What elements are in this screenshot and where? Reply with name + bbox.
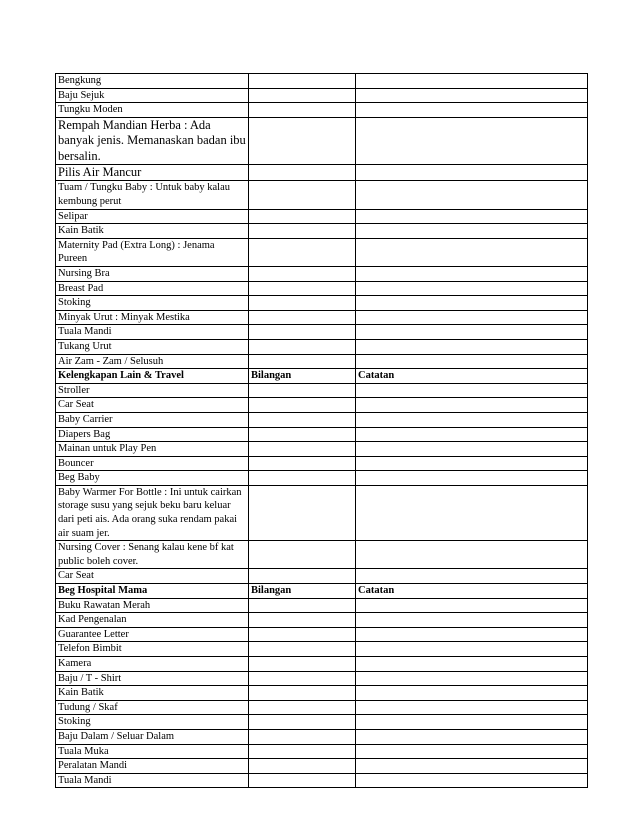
quantity-cell	[249, 310, 356, 325]
item-cell: Stoking	[56, 715, 249, 730]
item-cell: Kain Batik	[56, 686, 249, 701]
quantity-cell	[249, 209, 356, 224]
table-row	[56, 627, 588, 642]
quantity-cell	[249, 686, 356, 701]
notes-cell	[356, 471, 588, 486]
quantity-cell	[249, 657, 356, 672]
item-cell: Bouncer	[56, 456, 249, 471]
notes-cell	[356, 456, 588, 471]
item-cell: Car Seat	[56, 398, 249, 413]
item-cell: Stroller	[56, 383, 249, 398]
table-row	[56, 181, 588, 209]
quantity-cell	[249, 181, 356, 209]
item-cell: Stoking	[56, 296, 249, 311]
item-cell: Telefon Bimbit	[56, 642, 249, 657]
table-row	[56, 412, 588, 427]
item-cell: Breast Pad	[56, 281, 249, 296]
item-cell: Baju Sejuk	[56, 88, 249, 103]
quantity-cell	[249, 613, 356, 628]
quantity-cell	[249, 700, 356, 715]
notes-cell	[356, 773, 588, 788]
notes-cell	[356, 339, 588, 354]
quantity-cell	[249, 339, 356, 354]
item-cell: Tuam / Tungku Baby : Untuk baby kalau kembung perut	[56, 181, 249, 209]
quantity-cell	[249, 627, 356, 642]
table-row	[56, 238, 588, 266]
quantity-cell	[249, 569, 356, 584]
item-cell: Selipar	[56, 209, 249, 224]
notes-cell	[356, 103, 588, 118]
quantity-cell	[249, 541, 356, 569]
notes-cell	[356, 281, 588, 296]
table-row	[56, 773, 588, 788]
notes-cell	[356, 642, 588, 657]
quantity-cell	[249, 117, 356, 164]
quantity-cell	[249, 715, 356, 730]
quantity-cell	[249, 671, 356, 686]
table-row	[56, 383, 588, 398]
item-cell: Air Zam - Zam / Selusuh	[56, 354, 249, 369]
notes-cell	[356, 354, 588, 369]
table-row	[56, 715, 588, 730]
quantity-cell	[249, 88, 356, 103]
quantity-cell	[249, 412, 356, 427]
quantity-cell	[249, 642, 356, 657]
quantity-cell	[249, 744, 356, 759]
item-cell: Baby Warmer For Bottle : Ini untuk cairkan storage susu yang sejuk beku baru keluar dari peti ais. Ada orang suka rendam pakai air suam jer.	[56, 485, 249, 540]
quantity-cell	[249, 325, 356, 340]
table-row	[56, 686, 588, 701]
item-cell: Tukang Urut	[56, 339, 249, 354]
table-row	[56, 117, 588, 164]
quantity-cell	[249, 471, 356, 486]
table-row	[56, 296, 588, 311]
item-cell: Tudung / Skaf	[56, 700, 249, 715]
notes-cell	[356, 383, 588, 398]
checklist-table	[55, 73, 588, 788]
table-row	[56, 398, 588, 413]
quantity-cell	[249, 398, 356, 413]
notes-cell	[356, 485, 588, 540]
item-cell: Baby Carrier	[56, 412, 249, 427]
table-row	[56, 266, 588, 281]
item-cell: Baju / T - Shirt	[56, 671, 249, 686]
quantity-cell	[249, 238, 356, 266]
quantity-header: Bilangan	[249, 369, 356, 384]
item-cell: Kad Pengenalan	[56, 613, 249, 628]
notes-cell	[356, 325, 588, 340]
table-row	[56, 281, 588, 296]
table-row	[56, 209, 588, 224]
item-cell: Tuala Mandi	[56, 325, 249, 340]
quantity-cell	[249, 442, 356, 457]
section-title: Kelengkapan Lain & Travel	[56, 369, 249, 384]
quantity-cell	[249, 729, 356, 744]
table-row	[56, 729, 588, 744]
item-cell: Pilis Air Mancur	[56, 165, 249, 181]
notes-cell	[356, 442, 588, 457]
table-row	[56, 598, 588, 613]
item-cell: Beg Baby	[56, 471, 249, 486]
item-cell: Tuala Muka	[56, 744, 249, 759]
notes-cell	[356, 613, 588, 628]
notes-cell	[356, 729, 588, 744]
table-row	[56, 325, 588, 340]
quantity-cell	[249, 354, 356, 369]
table-row	[56, 354, 588, 369]
table-row	[56, 310, 588, 325]
table-row	[56, 642, 588, 657]
notes-cell	[356, 266, 588, 281]
notes-cell	[356, 700, 588, 715]
quantity-cell	[249, 281, 356, 296]
quantity-cell	[249, 427, 356, 442]
quantity-cell	[249, 74, 356, 89]
quantity-cell	[249, 383, 356, 398]
notes-cell	[356, 627, 588, 642]
table-row	[56, 541, 588, 569]
item-cell: Car Seat	[56, 569, 249, 584]
table-row	[56, 759, 588, 774]
item-cell: Guarantee Letter	[56, 627, 249, 642]
notes-cell	[356, 238, 588, 266]
quantity-cell	[249, 598, 356, 613]
notes-cell	[356, 686, 588, 701]
notes-cell	[356, 209, 588, 224]
notes-cell	[356, 671, 588, 686]
table-row	[56, 88, 588, 103]
quantity-header: Bilangan	[249, 584, 356, 599]
checklist-body	[56, 74, 588, 788]
notes-cell	[356, 759, 588, 774]
notes-cell	[356, 657, 588, 672]
quantity-cell	[249, 759, 356, 774]
section-title: Beg Hospital Mama	[56, 584, 249, 599]
table-row	[56, 485, 588, 540]
item-cell: Baju Dalam / Seluar Dalam	[56, 729, 249, 744]
item-cell: Tungku Moden	[56, 103, 249, 118]
notes-cell	[356, 744, 588, 759]
table-row	[56, 224, 588, 239]
notes-cell	[356, 181, 588, 209]
item-cell: Nursing Cover : Senang kalau kene bf kat public boleh cover.	[56, 541, 249, 569]
table-row	[56, 442, 588, 457]
notes-cell	[356, 598, 588, 613]
table-row	[56, 103, 588, 118]
table-row	[56, 657, 588, 672]
item-cell: Kamera	[56, 657, 249, 672]
table-row	[56, 569, 588, 584]
section-header-row	[56, 369, 588, 384]
notes-cell	[356, 74, 588, 89]
notes-cell	[356, 427, 588, 442]
quantity-cell	[249, 165, 356, 181]
item-cell: Minyak Urut : Minyak Mestika	[56, 310, 249, 325]
table-row	[56, 671, 588, 686]
notes-cell	[356, 398, 588, 413]
item-cell: Tuala Mandi	[56, 773, 249, 788]
notes-header: Catatan	[356, 584, 588, 599]
table-row	[56, 456, 588, 471]
quantity-cell	[249, 456, 356, 471]
quantity-cell	[249, 296, 356, 311]
section-header-row	[56, 584, 588, 599]
item-cell: Kain Batik	[56, 224, 249, 239]
table-row	[56, 744, 588, 759]
quantity-cell	[249, 485, 356, 540]
notes-cell	[356, 88, 588, 103]
item-cell: Mainan untuk Play Pen	[56, 442, 249, 457]
table-row	[56, 700, 588, 715]
item-cell: Bengkung	[56, 74, 249, 89]
quantity-cell	[249, 773, 356, 788]
quantity-cell	[249, 224, 356, 239]
quantity-cell	[249, 266, 356, 281]
notes-cell	[356, 296, 588, 311]
notes-cell	[356, 541, 588, 569]
item-cell: Buku Rawatan Merah	[56, 598, 249, 613]
notes-cell	[356, 165, 588, 181]
item-cell: Maternity Pad (Extra Long) : Jenama Pureen	[56, 238, 249, 266]
item-cell: Nursing Bra	[56, 266, 249, 281]
notes-cell	[356, 569, 588, 584]
item-cell: Peralatan Mandi	[56, 759, 249, 774]
table-row	[56, 471, 588, 486]
table-row	[56, 74, 588, 89]
notes-cell	[356, 117, 588, 164]
notes-cell	[356, 310, 588, 325]
table-row	[56, 339, 588, 354]
table-row	[56, 427, 588, 442]
item-cell: Rempah Mandian Herba : Ada banyak jenis. Memanaskan badan ibu bersalin.	[56, 117, 249, 164]
notes-cell	[356, 224, 588, 239]
notes-cell	[356, 412, 588, 427]
notes-cell	[356, 715, 588, 730]
notes-header: Catatan	[356, 369, 588, 384]
table-row	[56, 165, 588, 181]
table-row	[56, 613, 588, 628]
item-cell: Diapers Bag	[56, 427, 249, 442]
quantity-cell	[249, 103, 356, 118]
